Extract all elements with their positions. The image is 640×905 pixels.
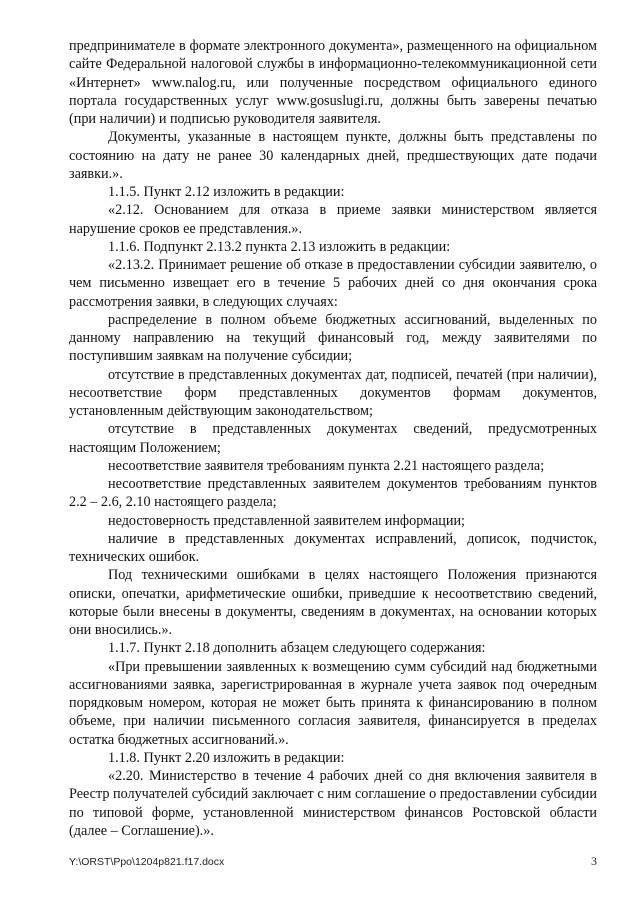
paragraph: 1.1.6. Подпункт 2.13.2 пункта 2.13 изложить в редакции: (108, 238, 451, 255)
paragraph: 1.1.5. Пункт 2.12 изложить в редакции: (108, 184, 345, 200)
paragraph: Под техническими ошибками в целях настоящего Положения признаются описки, опечатки, арифметические ошибки, приведшие к несоответствию сведений, которые были внесены в документы, сведениям в документах, на основании которых они вносились.». (69, 567, 597, 638)
paragraph: распределение в полном объеме бюджетных ассигнований, выделенных по данному направлению на текущий финансовый год, между заявителями по поступившим заявкам на получение субсидии; (69, 311, 597, 365)
page-number: 3 (591, 854, 597, 868)
paragraph: предпринимателе в формате электронного документа», размещенного на официальном сайте Федеральной налоговой службы в информационно-телекоммуникационной сети «Интернет» www.nalog.ru, или полученные посредством официального единого портала государственных услуг www.gosuslugi.ru, должны быть заверены печатью (при наличии) и подписью руководителя заявителя. (69, 38, 597, 127)
paragraph: Документы, указанные в настоящем пункте, должны быть представлены по состоянию на дату не ранее 30 календарных дней, предшествующих дате подачи заявки.». (69, 129, 597, 182)
paragraph: недостоверность представленной заявителем информации; (108, 512, 465, 529)
paragraph: «2.12. Основанием для отказа в приеме заявки министерством является нарушение сроков ее представления.». (69, 202, 597, 237)
document-body (69, 37, 597, 840)
paragraph: несоответствие представленных заявителем документов требованиям пунктов 2.2 – 2.6, 2.10 настоящего раздела; (69, 476, 597, 511)
paragraph: «2.20. Министерство в течение 4 рабочих дней со дня включения заявителя в Реестр получателей субсидий заключает с ним соглашение о предоставлении субсидии по типовой форме, установленной министерством финансов Ростовской области (далее – Соглашение).». (69, 768, 597, 839)
paragraph: отсутствие в представленных документах сведений, предусмотренных настоящим Положением; (69, 421, 597, 456)
file-path-footer: Y:\ORST\Ppo\1204p821.f17.docx (69, 856, 225, 868)
paragraph: отсутствие в представленных документах дат, подписей, печатей (при наличии), несоответствие форм представленных документов формам документов, установленным действующим законодательством; (69, 366, 597, 419)
paragraph: несоответствие заявителя требованиям пункта 2.21 настоящего раздела; (108, 457, 545, 474)
paragraph: «2.13.2. Принимает решение об отказе в предоставлении субсидии заявителю, о чем письменно извещает его в течение 5 рабочих дней со дня окончания срока рассмотрения заявки, в следующих случаях: (69, 257, 597, 310)
paragraph: 1.1.8. Пункт 2.20 изложить в редакции: (108, 749, 345, 766)
paragraph: «При превышении заявленных к возмещению сумм субсидий над бюджетными ассигнованиями заявка, зарегистрированная в журнале учета заявок под очередным порядковым номером, которая не может быть принята к финансированию в полном объеме, при наличии письменного согласия заявителя, финансируется в пределах остатка бюджетных ассигнований.». (69, 658, 597, 748)
paragraph: наличие в представленных документах исправлений, дописок, подчисток, технических ошибок. (69, 530, 597, 565)
paragraph: 1.1.7. Пункт 2.18 дополнить абзацем следующего содержания: (108, 640, 486, 657)
